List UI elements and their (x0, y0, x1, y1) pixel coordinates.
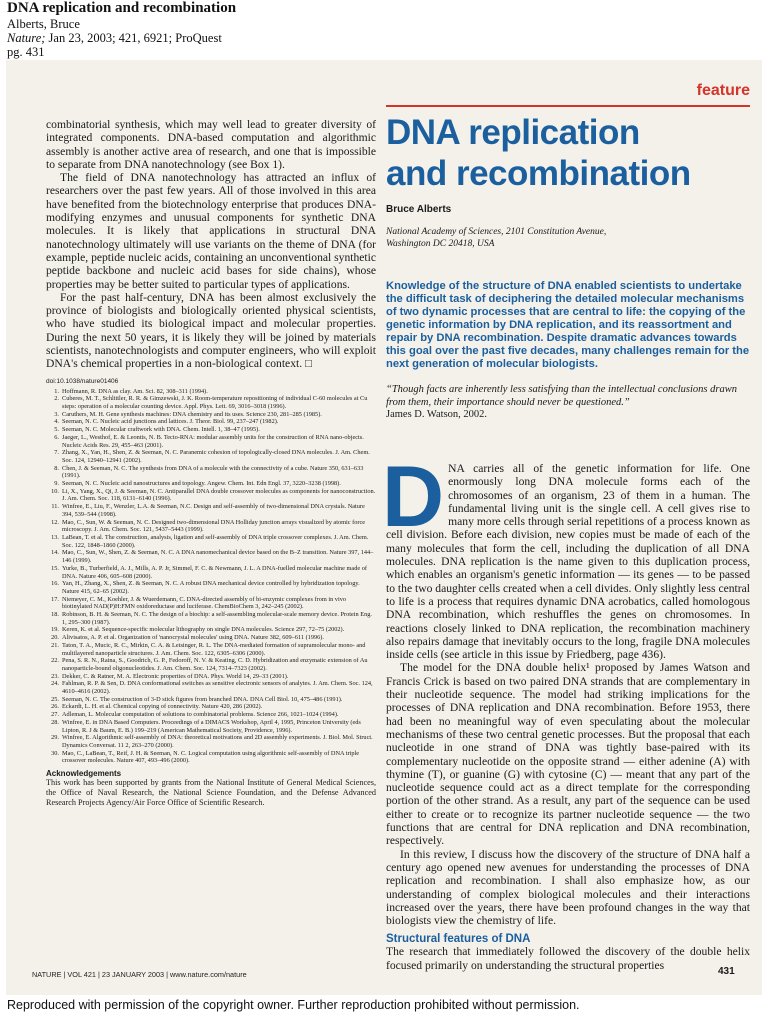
page-number: 431 (718, 966, 735, 977)
reference-item (46, 418, 376, 426)
reference-text: LaBean, T. et al. The construction, analysis, ligation and self-assembly of DNA triple crossover complexes. J. Am. Chem. Soc. 122, 1848–1860 (2000). (62, 534, 369, 549)
reference-text: Hoffmann, R. DNA as clay. Am. Sci. 82, 308–311 (1994). (62, 387, 208, 395)
reference-text: Li, X., Yang, X., Qi, J. & Seeman, N. C. Antiparallel DNA double crossover molecules as components for nanoconstruction. J. Am. Chem. Soc. 118, 6131–6140 (1996). (62, 487, 376, 503)
reference-number: 29. (51, 734, 59, 742)
reference-number: 26. (51, 703, 59, 711)
article-title-line1: DNA replication (386, 113, 640, 152)
reference-number: 19. (51, 626, 59, 634)
article-title (386, 112, 750, 194)
article-author: Bruce Alberts (386, 204, 452, 215)
reference-text: Yan, H., Zhang, X., Shen, Z. & Seeman, N. C. A robust DNA mechanical device controlled by hybridization topology. Nature 415, 62–65 (2002). (62, 580, 360, 595)
main-text (382, 449, 750, 972)
drop-cap: D (382, 449, 445, 545)
reference-item (46, 465, 376, 480)
reference-number: 24. (51, 680, 59, 688)
reference-number: 9. (54, 480, 59, 488)
reference-number: 15. (51, 564, 59, 572)
reference-number: 16. (51, 580, 59, 588)
reference-text: Caruthers, M. H. Gene synthesis machines: DNA chemistry and its uses. Science 230, 281–285 (1985). (62, 410, 322, 418)
citation-pages: pg. 431 (7, 45, 45, 59)
doi: doi:10.1038/nature01406 (46, 377, 119, 385)
epigraph-attribution: James D. Watson, 2002. (386, 409, 488, 420)
scanned-page (6, 60, 762, 995)
left-paragraph: The field of DNA nanotechnology has attracted an influx of researchers over the past few years. All of those involved in this area have benefited from the biotechnology enterprise that produces DNA-modifying enzymes and unusual components for synthetic DNA molecules. It is likely that applications in structural DNA nanotechnology ultimately will use variants on the theme of DNA (for example, peptide nucleic acids, containing an unconventional synthetic peptide backbone and nucleic acid bases for side chains), whose properties may be better suited to particular types of applications. (46, 171, 376, 291)
reference-text: Mao, C., Sun, W. & Seeman, N. C. Designed two-dimensional DNA Holliday junction arrays visualized by atomic force microscopy. J. Am. Chem. Soc. 121, 5437–5443 (1999). (62, 518, 366, 534)
reference-text: Keren, K. et al. Sequence-specific molecular lithography on single DNA molecules. Science 297, 72–75 (2002). (62, 626, 345, 634)
reference-number: 1. (54, 387, 59, 395)
reference-item (46, 719, 376, 734)
reference-text: Seeman, N. C. Molecular craftwork with DNA. Chem. Intell. 1, 38–47 (1995). (62, 426, 260, 434)
reference-text: Seeman, N. C. Nucleic acid junctions and lattices. J. Theor. Biol. 99, 237–247 (1982). (62, 418, 279, 426)
acknowledgements-text: This work has been supported by grants from the National Institute of General Medical Sciences, the Office of Naval Research, the National Science Foundation, and the Defense Advanced Research Projects Agency/Air Force Office of Scientific Research. (46, 778, 376, 807)
reference-number: 20. (51, 634, 59, 642)
reference-number: 17. (51, 595, 59, 603)
reference-text: Cuberes, M. T., Schlittler, R. R. & Gimzewski, J. K. Room-temperature repositioning of individual C-60 molecules at Cu steps: operation of a molecular counting device. Appl. Phys. Lett. 69, 3016–3018 (1996). (62, 395, 368, 411)
reference-item (46, 449, 376, 464)
reference-number: 28. (51, 718, 59, 726)
reference-item (46, 626, 376, 634)
acknowledgements-heading: Acknowledgements (46, 769, 122, 779)
reference-number: 2. (54, 395, 59, 403)
reference-text: Mao, C., Sun, W., Shen, Z. & Seeman, N. C. A DNA nanomechanical device based on the B–Z transition. Nature 397, 144–146 (1999). (62, 549, 374, 565)
right-column (382, 112, 750, 972)
citation-title: DNA replication and recombination (7, 0, 237, 16)
reference-item (46, 434, 376, 449)
reference-number: 3. (54, 410, 59, 418)
reference-number: 30. (51, 749, 59, 757)
reference-text: Winfree, E., Liu, F., Wenzler, L.A. & Seeman, N.C. Design and self-assembly of two-dimensional DNA crystals. Nature 394, 539–544 (1998). (62, 503, 365, 518)
reference-item (46, 596, 376, 611)
reference-item (46, 426, 376, 434)
reference-item (46, 611, 376, 626)
reference-text: Dekker, C. & Ratner, M. A. Electronic properties of DNA. Phys. World 14, 29–33 (2001). (62, 672, 289, 680)
reference-item (46, 519, 376, 534)
reference-text: Chen, J. & Seeman, N. C. The synthesis from DNA of a molecule with the connectivity of a cube. Nature 350, 631–633 (1991). (62, 464, 364, 480)
reference-text: Winfree, E. Algorithmic self-assembly of DNA: theoretical motivations and 2D assembly experiments. J. Biol. Mol. Struct. Dynamics Conversat. 11 2, 263–270 (2000). (62, 734, 373, 749)
reference-text: Alivisatos, A. P. et al. Organization of 'nanocrystal molecules' using DNA. Nature 382, 609–611 (1996). (62, 634, 324, 642)
reference-item (46, 488, 376, 503)
reference-text: Robinson, B. H. & Seeman, N. C. The design of a biochip: a self-assembling molecular-scale memory device. Protein Eng. 1, 295–300 (1987). (62, 611, 372, 626)
reference-text: Seeman, N. C. The construction of 3-D stick figures from branched DNA. DNA Cell Biol. 10, 475–486 (1991). (62, 695, 343, 703)
reference-list (46, 388, 376, 765)
citation-journal: Nature; (7, 31, 46, 45)
header-rule (386, 105, 750, 107)
main-paragraph: NA carries all of the genetic information for life. One enormously long DNA molecule forms each of the chromosomes of an organism, 23 of them in a human. The fundamental living unit is the single cell. A cell gives rise to many more cells through serial repetitions of a process known as cell division. Before each division, new copies must be made of each of the many molecules that form the cell, including the duplication of all DNA molecules. DNA replication is the name given to this duplication process, which enables an organism's genetic information — its genes — to be passed to the two daughter cells created when a cell divides. Only slightly less central to life is a process that requires dynamic DNA acrobatics, called homologous DNA recombination, which reshuffles the genes on chromosomes. In reactions closely linked to DNA replication, the recombination machinery also repairs damage that inevitably occurs to the long, fragile DNA molecules inside cells (see article in this issue by Friedberg, page 436). (386, 462, 750, 662)
affiliation-line2: Washington DC 20418, USA (386, 238, 495, 249)
reference-number: 23. (51, 672, 59, 680)
article-title-line2: and recombination (386, 154, 691, 193)
reference-text: Yurke, B., Turberfield, A. J., Mills, A. P. Jr, Simmel, F. C. & Newmann, J. L. A DNA-fuelled molecular machine made of DNA. Nature 406, 605–608 (2000). (62, 564, 367, 580)
reference-item (46, 411, 376, 419)
reference-number: 4. (54, 418, 59, 426)
reference-text: Adleman, L. Molecular computation of solutions to combinatorial problems. Science 266, 1021–1024 (1994). (62, 711, 339, 719)
reference-number: 13. (51, 534, 59, 541)
reference-item (46, 750, 376, 765)
affiliation (386, 227, 750, 250)
reference-item (46, 503, 376, 518)
reference-item (46, 696, 376, 704)
reference-number: 7. (54, 449, 59, 457)
citation-block (7, 0, 707, 59)
reference-number: 18. (51, 611, 59, 619)
reference-item (46, 395, 376, 410)
left-paragraph: combinatorial synthesis, which may well lead to greater diversity of integrated components. DNA-based computation and algorithmic assembly is another active area of research, and one that is impossible to separate from DNA nanotechnology (see Box 1). (46, 118, 376, 171)
abstract: Knowledge of the structure of DNA enabled scientists to undertake the difficult task of deciphering the detailed molecular mechanisms of two dynamic processes that are central to life: the copying of the genetic information by DNA replication, and its reassortment and repair by DNA recombination. Despite dramatic advances towards this goal over the past five decades, many challenges remain for the next generation of molecular biologists. (386, 280, 750, 370)
section-paragraph: The research that immediately followed the discovery of the double helix focused primarily on understanding the structural properties (386, 945, 750, 972)
epigraph-quote: “Though facts are inherently less satisfying than the intellectual conclusions drawn from them, their importance should never be questioned.” (386, 384, 737, 408)
citation-details: Jan 23, 2003; 421, 6921; ProQuest (48, 31, 222, 45)
reference-item (46, 480, 376, 488)
reference-text: Winfree, E. in DNA Based Computers. Proceedings of a DIMACS Workshop, April 4, 1995, Princeton University (eds Lipton, R. J & Baum, E. B.) 199–219 (American Mathematical Society, Providence, 1996). (62, 718, 361, 734)
reference-text: Jaeger, L., Westhof, E. & Leontis, N. B. Tecto-RNA: modular assembly units for the construction of RNA nano-objects. Nucleic Acids Res. 29, 455–463 (2001). (62, 433, 364, 449)
reference-item (46, 549, 376, 564)
section-heading: Structural features of DNA (386, 933, 531, 946)
citation-author: Alberts, Bruce (7, 17, 80, 31)
reference-item (46, 657, 376, 672)
reference-item (46, 634, 376, 642)
reference-text: Pena, S. R. N., Raina, S., Goodrich, G. P., Fedoroff, N. V. & Keating, C. D. Hybridization and enzymatic extension of Au nanoparticle-bound oligonucleotides. J. Am. Chem. Soc. 124, 7314–7323 (2002). (62, 657, 368, 672)
reference-item (46, 680, 376, 695)
feature-label: feature (696, 82, 750, 99)
copyright-notice: Reproduced with permission of the copyright owner. Further reproduction prohibited without permission. (7, 998, 580, 1012)
reference-number: 14. (51, 549, 59, 557)
citation-source (7, 31, 707, 45)
left-column (46, 118, 376, 807)
reference-number: 25. (51, 695, 59, 703)
reference-item (46, 703, 376, 711)
reference-text: Seeman, N. C. Nucleic acid nanostructures and topology. Angew. Chem. Int. Edn Engl. 37, 3220–3238 (1998). (62, 480, 341, 488)
reference-item (46, 734, 376, 749)
main-paragraph: In this review, I discuss how the discovery of the structure of DNA half a century ago opened new avenues for understanding the processes of DNA replication and recombination. I shall also emphasize how, as our understanding of complex biological molecules and their interactions increased over the years, there have been profound changes in the way that biologists view the chemistry of life. (386, 847, 750, 928)
left-paragraph: For the past half-century, DNA has been almost exclusively the province of biologists and biologically oriented physical scientists, who have studied its biological impact and molecular properties. During the next 50 years, it is likely they will be joined by materials scientists, nanotechnologists and computer engineers, who will exploit DNA's chemical properties in a non-biological context. □ (46, 290, 376, 371)
reference-text: Niemeyer, C. M., Koehler, J. & Wuerdemann, C. DNA-directed assembly of bi-enzymic complexes from in vivo biotinylated NAD(P)H:FMN oxidoreductase and luciferase. ChemBioChem 3, 242–245 (2002). (62, 595, 346, 611)
reference-number: 12. (51, 518, 59, 526)
page-footer: NATURE | VOL 421 | 23 JANUARY 2003 | www.nature.com/nature (32, 970, 247, 979)
reference-text: Fahlman, R. P. & Sen, D. DNA conformational switches as sensitive electronic sensors of analytes. J. Am. Chem. Soc. 124, 4610–4616 (2002). (62, 680, 373, 696)
reference-text: Zhang, X., Yan, H., Shen, Z. & Seeman, N. C. Paranemic cohesion of topologically-closed DNA molecules. J. Am. Chem. Soc. 124, 12940–12941 (2002). (62, 449, 370, 464)
reference-text: Eckardt, L. H. et al. Chemical copying of connectivity. Nature 420, 286 (2002). (62, 703, 263, 711)
reference-number: 8. (54, 464, 59, 472)
reference-item (46, 580, 376, 595)
reference-number: 6. (54, 433, 59, 441)
main-paragraph: The model for the DNA double helix¹ proposed by James Watson and Francis Crick is based on two paired DNA strands that are complementary in their nucleotide sequence. The model had striking implications for the processes of DNA replication and DNA recombination. Before 1953, there had been no meaningful way of even speculating about the molecular mechanisms of these two central genetic processes. But the proposal that each nucleotide in one strand of DNA was tightly base-paired with its complementary nucleotide on the opposite strand — either adenine (A) with thymine (T), or guanine (G) with cytosine (C) — meant that any part of the nucleotide sequence could act as a direct template for the corresponding portion of the other strand. As a result, any part of the sequence can be used either to create or to recognize its partner nucleotide sequence — the two functions that are central for DNA replication and DNA recombination, respectively. (386, 661, 750, 848)
reference-number: 5. (54, 426, 59, 434)
reference-item (46, 565, 376, 580)
affiliation-line1: National Academy of Sciences, 2101 Constitution Avenue, (386, 227, 607, 237)
reference-text: Taton, T. A., Mucic, R. C., Mirkin, C. A. & Letsinger, R. L. The DNA-mediated formation of supramolecular mono- and multilayered nanoparticle structures. J. Am. Chem. Soc. 122, 6305–6306 (2000). (62, 641, 366, 657)
reference-item (46, 642, 376, 657)
reference-number: 21. (51, 641, 59, 649)
reference-item (46, 673, 376, 681)
reference-item (46, 388, 376, 396)
reference-item (46, 534, 376, 549)
reference-item (46, 711, 376, 719)
reference-number: 22. (51, 657, 59, 665)
reference-text: Mao, C., LaBean, T., Reif, J. H. & Seeman, N. C. Logical computation using algorithmic self-assembly of DNA triple crossover molecules. Nature 407, 493–496 (2000). (62, 749, 360, 765)
reference-number: 11. (51, 503, 59, 511)
reference-number: 27. (51, 711, 59, 719)
reference-number: 10. (51, 487, 59, 495)
